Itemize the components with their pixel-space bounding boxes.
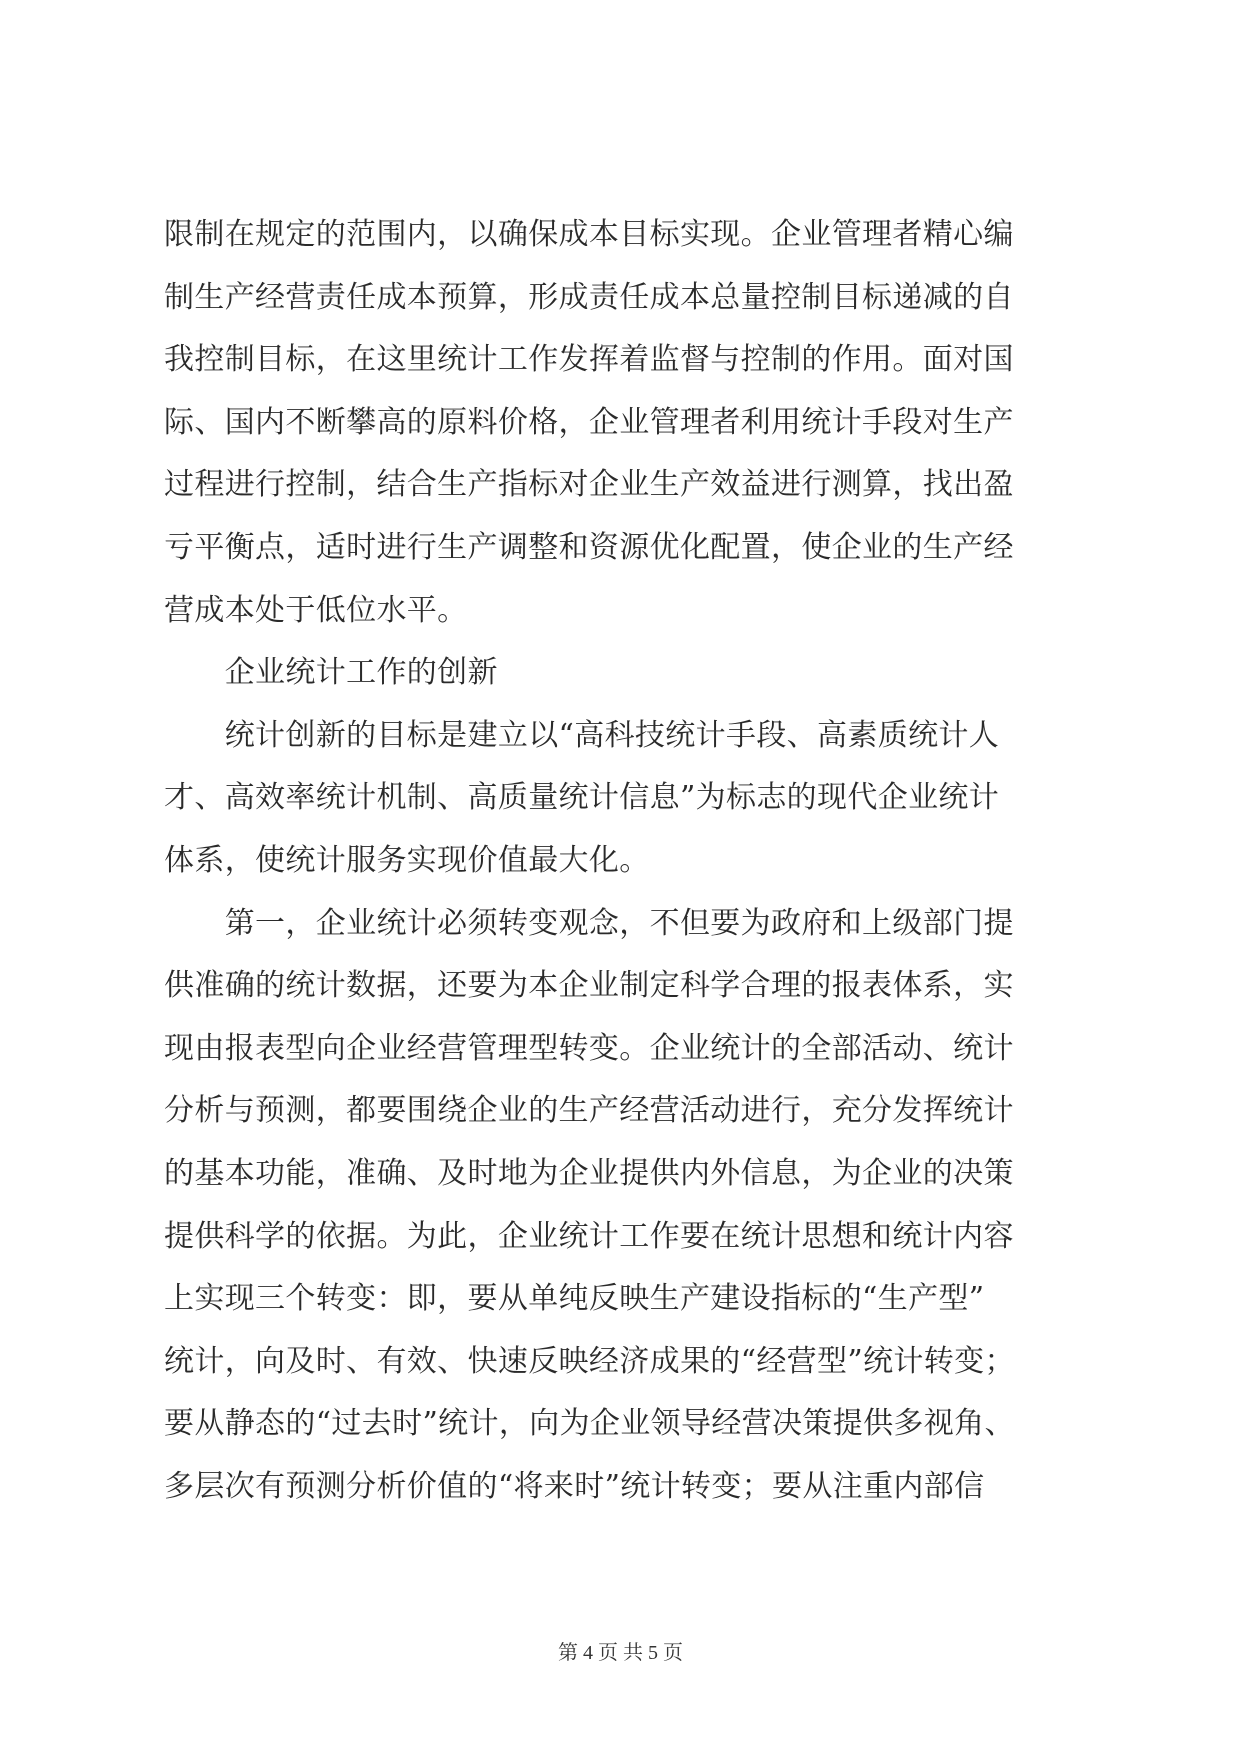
text-line: 统计，向及时、有效、快速反映经济成果的“经营型”统计转变；	[164, 1343, 1015, 1379]
text-line: 的基本功能，准确、及时地为企业提供内外信息，为企业的决策	[164, 1155, 1014, 1191]
page-number-footer: 第 4 页 共 5 页	[558, 1642, 683, 1664]
text-line: 我控制目标，在这里统计工作发挥着监督与控制的作用。面对国	[164, 342, 1014, 378]
text-line: 体系，使统计服务实现价值最大化。	[164, 842, 650, 878]
section-heading: 企业统计工作的创新	[164, 655, 498, 691]
text-line: 营成本处于低位水平。	[164, 592, 468, 628]
text-line: 限制在规定的范围内，以确保成本目标实现。企业管理者精心编	[164, 217, 1014, 252]
text-line: 提供科学的依据。为此，企业统计工作要在统计思想和统计内容	[164, 1218, 1014, 1254]
text-line: 际、国内不断攀高的原料价格，企业管理者利用统计手段对生产	[164, 404, 1014, 440]
text-line: 才、高效率统计机制、高质量统计信息”为标志的现代企业统计	[164, 780, 1000, 816]
text-line: 统计创新的目标是建立以“高科技统计手段、高素质统计人	[164, 717, 1000, 753]
text-line: 现由报表型向企业经营管理型转变。企业统计的全部活动、统计	[164, 1030, 1014, 1066]
text-line: 过程进行控制，结合生产指标对企业生产效益进行测算，找出盈	[164, 467, 1014, 503]
text-line: 上实现三个转变：即，要从单纯反映生产建设指标的“生产型”	[164, 1281, 985, 1317]
text-line: 多层次有预测分析价值的“将来时”统计转变；要从注重内部信	[164, 1468, 985, 1504]
text-line: 亏平衡点，适时进行生产调整和资源优化配置，使企业的生产经	[164, 529, 1014, 565]
document-body	[164, 204, 1094, 1518]
text-line: 供准确的统计数据，还要为本企业制定科学合理的报表体系，实	[164, 968, 1014, 1004]
text-line: 要从静态的“过去时”统计，向为企业领导经营决策提供多视角、	[164, 1406, 1015, 1442]
text-line: 制生产经营责任成本预算，形成责任成本总量控制目标递减的自	[164, 279, 1014, 315]
text-line: 第一，企业统计必须转变观念，不但要为政府和上级部门提	[164, 905, 1014, 941]
text-line: 分析与预测，都要围绕企业的生产经营活动进行，充分发挥统计	[164, 1093, 1014, 1129]
